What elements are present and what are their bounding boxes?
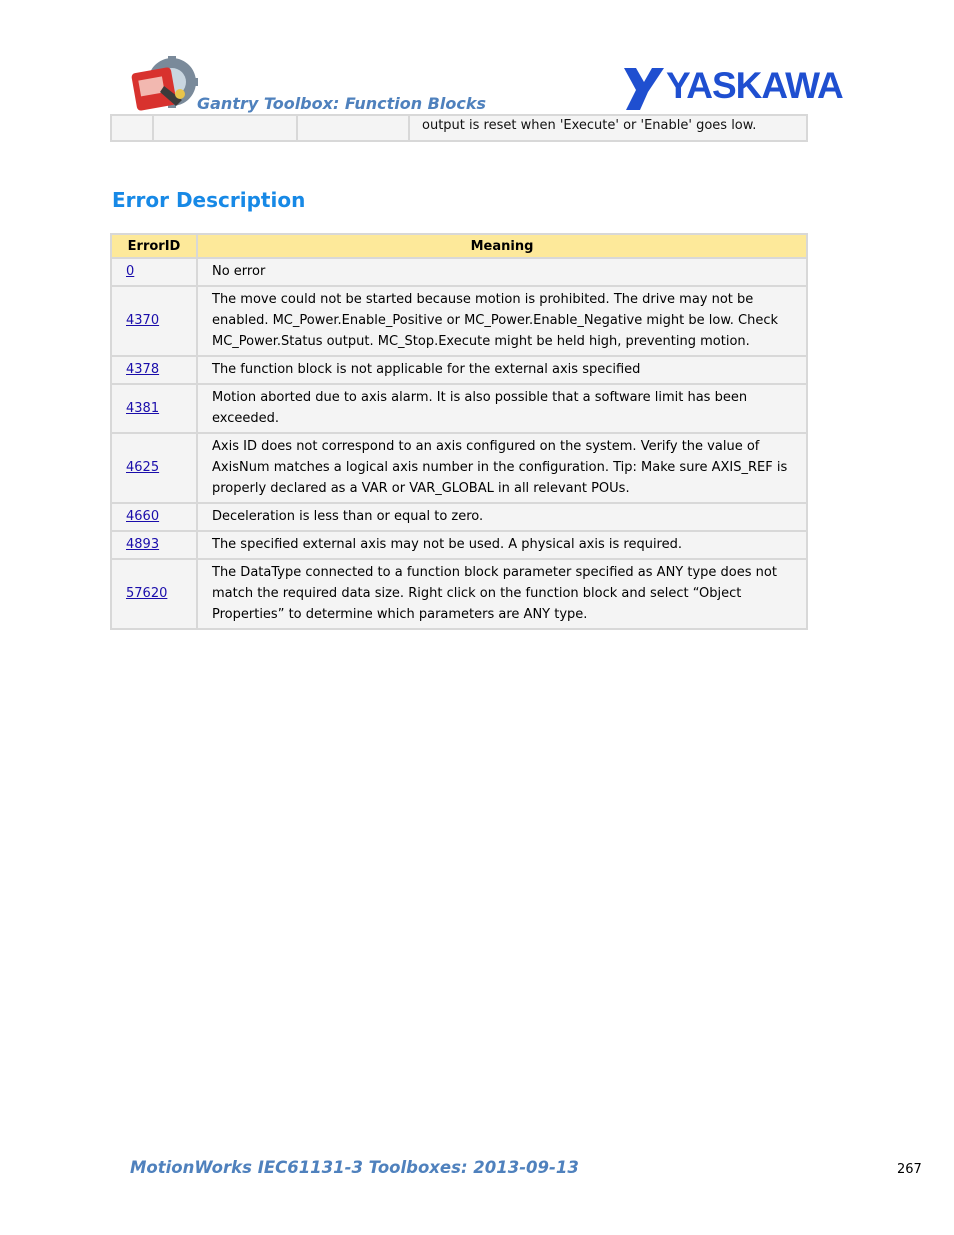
error-id-link[interactable]: 4893 <box>126 537 160 552</box>
error-meaning-cell: The DataType connected to a function block parameter specified as ANY type does not match the required data size. Right click on the function block and select “Object Properties” to determine which parameters are ANY type. <box>198 560 806 628</box>
section-title: Error Description <box>112 188 306 212</box>
error-meaning-cell: No error <box>198 259 806 285</box>
page-number: 267 <box>897 1162 922 1177</box>
error-id-link[interactable]: 4660 <box>126 509 160 524</box>
error-id-link[interactable]: 4625 <box>126 460 160 475</box>
header-title: Gantry Toolbox: Function Blocks <box>197 94 486 113</box>
table-cell <box>154 116 296 140</box>
error-id-link[interactable]: 4370 <box>126 313 160 328</box>
column-header-errorid: ErrorID <box>112 235 196 257</box>
error-id-cell <box>112 560 196 628</box>
table-row <box>112 357 806 383</box>
error-meaning-cell: The move could not be started because motion is prohibited. The drive may not be enabled. MC_Power.Enable_Positive or MC_Power.Enable_Negative might be low. Check MC_Power.Status output. MC_Stop.Execute might be held high, preventing motion. <box>198 287 806 355</box>
error-id-cell <box>112 287 196 355</box>
error-meaning-cell: The function block is not applicable for the external axis specified <box>198 357 806 383</box>
table-row <box>112 116 806 140</box>
error-meaning-cell: The specified external axis may not be used. A physical axis is required. <box>198 532 806 558</box>
table-row <box>112 259 806 285</box>
table-row <box>112 504 806 530</box>
error-id-cell <box>112 357 196 383</box>
yaskawa-logo-text: YASKAWA <box>666 65 843 106</box>
error-id-cell <box>112 259 196 285</box>
yaskawa-logo <box>622 66 844 112</box>
table-cell: output is reset when 'Execute' or 'Enable' goes low. <box>410 116 806 140</box>
column-header-meaning: Meaning <box>198 235 806 257</box>
table-row <box>112 532 806 558</box>
table-cell <box>112 116 152 140</box>
error-meaning-cell: Axis ID does not correspond to an axis configured on the system. Verify the value of AxisNum matches a logical axis number in the configuration. Tip: Make sure AXIS_REF is properly declared as a VAR or VAR_GLOBAL in all relevant POUs. <box>198 434 806 502</box>
continued-table <box>110 114 808 142</box>
error-id-link[interactable]: 4381 <box>126 400 160 416</box>
error-meaning-cell: Deceleration is less than or equal to zero. <box>198 504 806 530</box>
error-table <box>110 233 808 630</box>
error-id-cell <box>112 434 196 502</box>
footer-title: MotionWorks IEC61131-3 Toolboxes: 2013-09-13 <box>130 1158 579 1177</box>
table-cell <box>298 116 408 140</box>
table-row <box>112 560 806 628</box>
error-id-link[interactable]: 0 <box>126 264 135 279</box>
table-row <box>112 385 806 432</box>
toolbox-logo <box>130 56 200 112</box>
error-meaning-cell: Motion aborted due to axis alarm. It is also possible that a software limit has been exceeded. <box>198 385 806 432</box>
error-id-link[interactable]: 57620 <box>126 586 168 601</box>
error-id-link[interactable]: 4378 <box>126 362 160 377</box>
error-id-cell <box>112 385 196 432</box>
error-id-cell <box>112 532 196 558</box>
table-row <box>112 287 806 355</box>
table-header-row <box>112 235 806 257</box>
error-id-cell <box>112 504 196 530</box>
table-row <box>112 434 806 502</box>
